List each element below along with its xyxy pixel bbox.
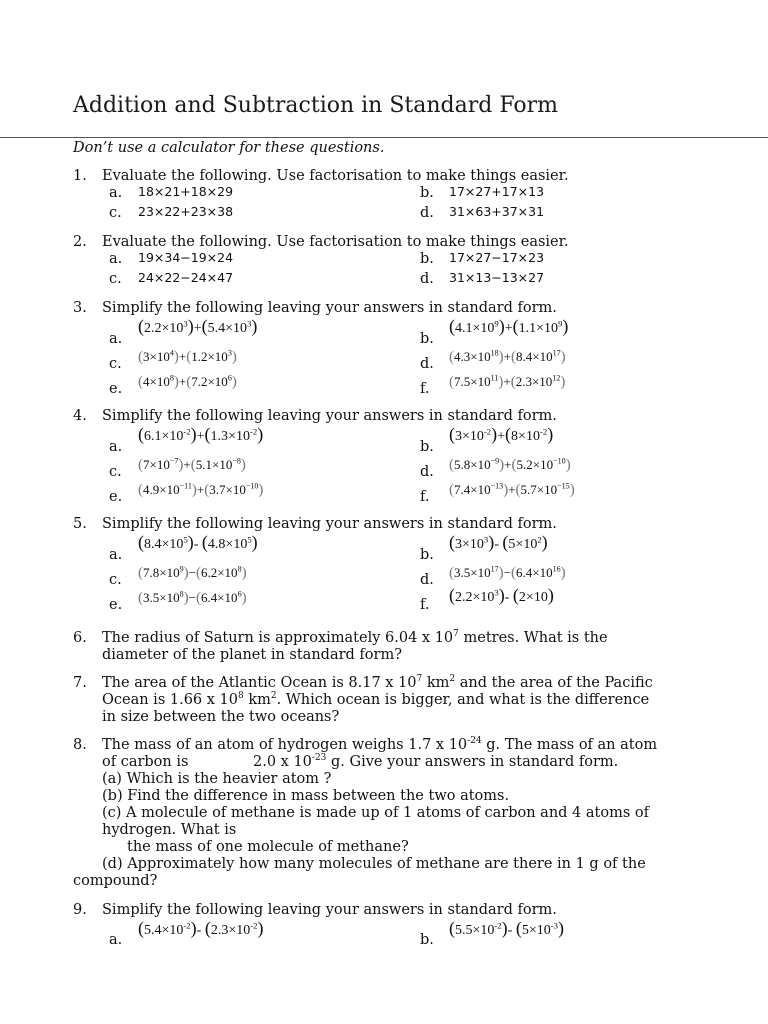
exponent: −7	[169, 456, 179, 466]
question-text-line	[102, 737, 657, 754]
bracket: )	[191, 482, 197, 498]
part-expression	[449, 373, 565, 391]
text-run: +	[504, 457, 512, 472]
question-text-line	[102, 675, 653, 692]
exponent: 9	[494, 318, 499, 329]
bracket: )	[560, 565, 566, 581]
bracket: )	[565, 457, 571, 473]
exponent: -2	[494, 920, 502, 931]
text-run: +	[503, 349, 511, 364]
text-run: 5×10	[521, 923, 551, 938]
exponent: −9	[490, 456, 500, 466]
bracket: (	[138, 349, 143, 365]
sub-question-b: (b) Find the difference in mass between the two atoms.	[102, 788, 510, 804]
text-run: 6.1×10	[144, 429, 184, 444]
bracket: (	[190, 457, 196, 473]
bracket: (	[204, 482, 210, 498]
exponent: 17	[552, 348, 561, 358]
text-run: 8.4×10	[144, 537, 184, 552]
text-run: 3×10	[143, 349, 170, 364]
text-run: 7×10	[143, 457, 170, 472]
exponent: −10	[245, 481, 259, 491]
question-text: Simplify the following leaving your answers in standard form.	[102, 408, 557, 424]
text-run: 2.3×10	[210, 923, 251, 938]
text-run: 2×10	[518, 590, 548, 605]
part-label: f.	[420, 489, 430, 505]
bracket: )	[560, 349, 566, 365]
text-fragment	[253, 754, 618, 771]
bracket: (	[138, 918, 144, 938]
part-expression	[138, 426, 263, 445]
page-title: Addition and Subtraction in Standard Form	[73, 93, 559, 118]
part-label: c.	[109, 205, 122, 221]
text-run: and the area of the Pacific	[455, 675, 653, 691]
text-run: 5.7×10	[520, 482, 558, 497]
part-label: a.	[109, 251, 123, 267]
exponent: -3	[550, 920, 558, 931]
question-text-line: diameter of the planet in standard form?	[102, 647, 402, 663]
bracket: (	[138, 316, 144, 336]
text-run: 7.8×10	[143, 565, 180, 580]
part-expression: 19×34−19×24	[138, 250, 234, 265]
part-label: d.	[420, 356, 434, 372]
question-text: Simplify the following leaving your answers in standard form.	[102, 516, 557, 532]
bracket: (	[138, 482, 143, 498]
exponent: 6	[237, 589, 242, 599]
bracket: )	[541, 532, 548, 552]
part-expression	[449, 564, 566, 582]
text-run: +	[178, 349, 187, 364]
part-label: d.	[420, 271, 434, 287]
part-label: b.	[420, 185, 434, 201]
text-run: 2.2×10	[455, 590, 495, 605]
exponent: 8	[179, 589, 184, 599]
part-expression	[138, 318, 257, 337]
text-run: −	[188, 565, 196, 580]
part-expression	[138, 481, 263, 499]
part-label: f.	[420, 597, 430, 613]
part-expression	[449, 348, 566, 366]
exponent: 18	[490, 348, 499, 358]
bracket: )	[498, 349, 504, 365]
bracket: (	[201, 532, 208, 552]
exponent: -2	[249, 426, 258, 437]
exponent: 3	[494, 587, 499, 598]
question-text-line: in size between the two oceans?	[102, 709, 340, 725]
part-label: b.	[420, 932, 434, 948]
part-label: c.	[109, 356, 122, 372]
exponent: 4	[169, 348, 174, 358]
bracket: (	[502, 532, 509, 552]
part-label: f.	[420, 381, 430, 397]
part-label: d.	[420, 205, 434, 221]
bracket: (	[515, 482, 521, 498]
text-run: 4.8×10	[207, 537, 248, 552]
text-run: The radius of Saturn is approximately 6.04 x 10	[102, 630, 454, 646]
bracket: (	[510, 374, 516, 390]
text-run: +	[178, 374, 187, 389]
text-run: +	[196, 429, 205, 444]
bracket: )	[569, 482, 575, 498]
sub-question-a: (a) Which is the heavier atom ?	[102, 771, 332, 787]
question-8	[73, 736, 723, 889]
bracket: )	[190, 918, 197, 938]
exponent: -2	[250, 920, 258, 931]
text-run: +	[504, 321, 513, 336]
exponent: 16	[552, 564, 561, 574]
text-run: 3×10	[455, 429, 484, 444]
text-run: 3.5×10	[143, 590, 180, 605]
text-run: −	[188, 590, 196, 605]
bracket: )	[498, 316, 505, 336]
text-run: 3×10	[455, 537, 484, 552]
question-number: 7.	[73, 675, 87, 691]
part-label: a.	[109, 185, 123, 201]
exponent: 8	[237, 564, 242, 574]
bracket: )	[173, 374, 179, 390]
text-run: 1.2×10	[191, 349, 228, 364]
text-run: 7.4×10	[454, 482, 491, 497]
exponent: −15	[557, 481, 570, 491]
part-expression	[138, 348, 237, 366]
bracket: (	[138, 424, 144, 444]
bracket: )	[498, 374, 504, 390]
text-run: −	[503, 565, 511, 580]
bracket: )	[498, 565, 504, 581]
bracket: (	[138, 374, 143, 390]
exponent: 17	[490, 564, 499, 574]
exponent: −8	[232, 456, 241, 466]
part-label: b.	[420, 331, 434, 347]
part-label: a.	[109, 331, 123, 347]
text-run: 1.3×10	[210, 429, 250, 444]
text-run: -	[494, 537, 503, 552]
exponent: 3	[227, 348, 232, 358]
bracket: )	[503, 482, 509, 498]
bracket: )	[240, 457, 246, 473]
question-text-line	[102, 692, 722, 709]
part-label: e.	[109, 597, 123, 613]
exponent: −11	[179, 481, 192, 491]
bracket: (	[449, 374, 454, 390]
bracket: (	[138, 565, 143, 581]
bracket: (	[195, 590, 201, 606]
text-run: The mass of an atom of hydrogen weighs 1.7 x 10	[102, 737, 468, 753]
question-7	[73, 674, 723, 725]
bracket: )	[499, 457, 505, 473]
text-run: 5×10	[508, 537, 538, 552]
bracket: (	[186, 374, 192, 390]
part-expression	[449, 318, 568, 337]
part-label: b.	[420, 547, 434, 563]
part-expression	[449, 456, 571, 474]
bracket: (	[449, 482, 454, 498]
bracket: )	[547, 424, 554, 444]
text-run: . Which ocean is bigger, and what is the difference	[276, 692, 650, 708]
part-expression: 18×21+18×29	[138, 184, 234, 199]
bracket: (	[449, 349, 454, 365]
bracket: )	[241, 565, 247, 581]
part-label: e.	[109, 489, 123, 505]
exponent: 8	[169, 373, 174, 383]
bracket: (	[449, 918, 455, 938]
bracket: )	[187, 316, 194, 336]
bracket: )	[562, 316, 569, 336]
bracket: (	[510, 349, 516, 365]
question-text-line: compound?	[73, 873, 158, 889]
part-label: b.	[420, 439, 434, 455]
bracket: )	[231, 374, 237, 390]
bracket: )	[173, 349, 179, 365]
exponent: 6	[227, 373, 232, 383]
text-run: metres. What is the	[458, 630, 608, 646]
exponent: -23	[311, 753, 327, 764]
text-run: 1.1×10	[518, 321, 559, 336]
part-label: c.	[109, 464, 122, 480]
text-run: 5.8×10	[454, 457, 491, 472]
part-expression	[138, 589, 247, 607]
text-run: +	[497, 429, 506, 444]
question-number: 2.	[73, 234, 87, 250]
exponent: 5	[247, 534, 252, 545]
exponent: 2	[449, 674, 456, 685]
text-run: +	[183, 457, 191, 472]
bracket: )	[183, 565, 189, 581]
part-expression	[449, 481, 575, 499]
part-expression: 17×27+17×13	[449, 184, 545, 199]
part-expression	[449, 920, 564, 939]
text-run: 4×10	[143, 374, 170, 389]
bracket: (	[449, 532, 455, 552]
exponent: 3	[483, 534, 489, 545]
text-fragment: of carbon is	[102, 754, 189, 770]
text-run: 6.4×10	[515, 565, 553, 580]
text-run: km	[243, 692, 271, 708]
question-text: Simplify the following leaving your answers in standard form.	[102, 300, 557, 316]
bracket: (	[512, 316, 519, 336]
bracket: )	[187, 532, 194, 552]
bracket: )	[190, 424, 197, 444]
exponent: 7	[416, 674, 423, 685]
text-run: 7.5×10	[454, 374, 491, 389]
question-text-line: the mass of one molecule of methane?	[127, 839, 409, 855]
text-run: 3.5×10	[454, 565, 491, 580]
text-run: 7.2×10	[191, 374, 228, 389]
bracket: )	[257, 424, 264, 444]
part-label: c.	[109, 271, 122, 287]
bracket: )	[231, 349, 237, 365]
part-label: a.	[109, 547, 123, 563]
sub-question-c: (c) A molecule of methane is made up of 1 atoms of carbon and 4 atoms of	[102, 805, 649, 821]
part-expression: 31×63+37×31	[449, 204, 545, 219]
question-number: 4.	[73, 408, 87, 424]
bracket: )	[251, 316, 258, 336]
part-expression: 24×22−24×47	[138, 270, 234, 285]
text-run: g. Give your answers in standard form.	[326, 754, 619, 770]
text-run: 5.5×10	[455, 923, 495, 938]
part-expression	[449, 534, 548, 553]
text-run: +	[196, 482, 205, 497]
exponent: 3	[247, 318, 252, 329]
bracket: )	[178, 457, 184, 473]
text-run: 5.4×10	[207, 321, 248, 336]
part-expression: 23×22+23×38	[138, 204, 234, 219]
part-expression	[138, 564, 247, 582]
bracket: )	[557, 918, 564, 938]
bracket: )	[241, 590, 247, 606]
bracket: (	[505, 424, 512, 444]
part-label: e.	[109, 381, 123, 397]
bracket: (	[204, 918, 211, 938]
part-expression	[138, 373, 237, 391]
part-label: d.	[420, 464, 434, 480]
question-number: 1.	[73, 168, 87, 184]
bracket: (	[449, 585, 455, 605]
question-text-line	[102, 630, 608, 647]
text-run: The area of the Atlantic Ocean is 8.17 x 10	[102, 675, 417, 691]
part-expression	[449, 426, 553, 445]
question-number: 9.	[73, 902, 87, 918]
bracket: )	[501, 918, 508, 938]
question-1	[73, 168, 723, 221]
text-run: Ocean is 1.66 x 10	[102, 692, 239, 708]
instruction: Don’t use a calculator for these questions.	[73, 140, 385, 156]
exponent: -2	[183, 920, 191, 931]
bracket: (	[449, 424, 455, 444]
sub-question-d: (d) Approximately how many molecules of methane are there in 1 g of the	[102, 856, 646, 872]
part-label: d.	[420, 572, 434, 588]
text-run: +	[503, 374, 511, 389]
text-run: 6.4×10	[200, 590, 238, 605]
exponent: 2	[537, 534, 542, 545]
question-text-line	[102, 754, 722, 771]
question-text-line: hydrogen. What is	[102, 822, 237, 838]
question-number: 3.	[73, 300, 87, 316]
exponent: −10	[553, 456, 566, 466]
bracket: )	[488, 532, 495, 552]
part-expression	[138, 456, 246, 474]
exponent: 7	[453, 629, 459, 640]
bracket: (	[204, 424, 211, 444]
part-label: a.	[109, 439, 123, 455]
text-run: -	[196, 923, 205, 938]
text-run: g. The mass of an atom	[481, 737, 658, 753]
question-6	[73, 629, 723, 663]
text-run: 8.4×10	[515, 349, 553, 364]
text-run: 2.3×10	[515, 374, 553, 389]
text-run: 6.2×10	[200, 565, 238, 580]
exponent: 3	[183, 318, 188, 329]
text-run: 2.2×10	[144, 321, 184, 336]
text-run: -	[193, 537, 202, 552]
part-expression	[138, 534, 258, 553]
exponent: 11	[490, 373, 499, 383]
bracket: (	[510, 565, 516, 581]
part-label: b.	[420, 251, 434, 267]
question-text: Evaluate the following. Use factorisation to make things easier.	[102, 168, 569, 184]
text-run: +	[193, 321, 202, 336]
text-run: -	[507, 923, 516, 938]
part-label: c.	[109, 572, 122, 588]
text-run: -	[504, 590, 513, 605]
text-run: 4.1×10	[455, 321, 495, 336]
part-expression: 17×27−17×23	[449, 250, 545, 265]
bracket: (	[138, 457, 143, 473]
exponent: 12	[552, 373, 561, 383]
text-run: 4.3×10	[454, 349, 491, 364]
bracket: (	[449, 565, 454, 581]
bracket: )	[251, 532, 258, 552]
text-run: 8×10	[511, 429, 540, 444]
bracket: )	[547, 585, 554, 605]
exponent: −13	[490, 481, 504, 491]
bracket: (	[138, 532, 144, 552]
text-run: 3.7×10	[209, 482, 246, 497]
exponent: -2	[183, 426, 191, 437]
text-run: 5.1×10	[195, 457, 233, 472]
text-run: 5.2×10	[516, 457, 554, 472]
exponent: 9	[179, 564, 184, 574]
bracket: )	[258, 482, 264, 498]
exponent: -2	[539, 426, 548, 437]
bracket: (	[449, 316, 455, 336]
exponent: -24	[467, 736, 482, 747]
title-divider	[0, 137, 768, 138]
text-run: km	[422, 675, 450, 691]
bracket: (	[511, 457, 517, 473]
question-number: 6.	[73, 630, 87, 646]
part-label: a.	[109, 932, 123, 948]
part-expression	[449, 587, 554, 606]
exponent: -2	[483, 426, 492, 437]
part-expression	[138, 920, 263, 939]
bracket: (	[512, 585, 519, 605]
bracket: (	[186, 349, 192, 365]
question-text: Evaluate the following. Use factorisation to make things easier.	[102, 234, 569, 250]
bracket: (	[138, 590, 143, 606]
exponent: 5	[183, 534, 188, 545]
bracket: (	[449, 457, 454, 473]
question-number: 8.	[73, 737, 87, 753]
exponent: 2	[270, 691, 277, 702]
bracket: )	[183, 590, 189, 606]
bracket: )	[498, 585, 505, 605]
bracket: )	[491, 424, 498, 444]
bracket: (	[195, 565, 201, 581]
text-run: 5.4×10	[144, 923, 184, 938]
text-run: 2.0 x 10	[253, 754, 312, 770]
bracket: )	[257, 918, 264, 938]
bracket: (	[515, 918, 522, 938]
exponent: 9	[558, 318, 563, 329]
bracket: )	[560, 374, 566, 390]
text-run: +	[508, 482, 516, 497]
question-text: Simplify the following leaving your answers in standard form.	[102, 902, 557, 918]
question-number: 5.	[73, 516, 87, 532]
bracket: (	[201, 316, 208, 336]
text-run: 4.9×10	[143, 482, 180, 497]
exponent: 8	[238, 691, 244, 702]
part-expression: 31×13−13×27	[449, 270, 545, 285]
question-2	[73, 234, 723, 287]
